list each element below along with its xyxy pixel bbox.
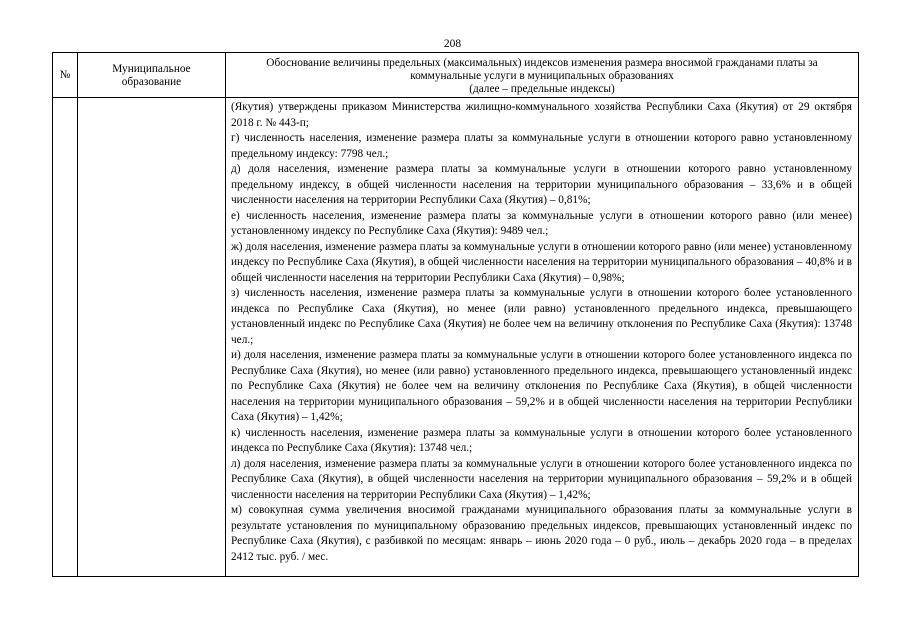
page-number: 208 <box>443 38 462 50</box>
paragraph-e: е) численность населения, изменение размера платы за коммунальные услуги в отношении которого равно (или менее) установленному индексу по Республике Саха (Якутия): 9489 чел.; <box>231 209 852 237</box>
header-municipality-label: Муниципальное образование <box>112 63 191 88</box>
header-municipality <box>78 53 226 98</box>
paragraph-m: м) совокупная сумма увеличения вносимой гражданами муниципального образования платы за коммунальные услуги в результате установления по муниципальному образованию предельных индексов, превышающих установленный индекс по Республике Саха (Якутия), с разбивкой по месяцам: январь – июнь 2020 года – 0 руб., июль – декабрь 2020 года – в пределах 2412 тыс. руб. / мес. <box>231 504 852 563</box>
cell-municipality <box>78 98 226 577</box>
paragraph-i: и) доля населения, изменение размера платы за коммунальные услуги в отношении которого более установленного индекса по Республике Саха (Якутия), но менее (или равно) установленного предельного индекса, превышающего установленный индекс по Республике Саха (Якутия) не более чем на величину отклонения по Республике Саха (Якутия), в общей численности населения на территории муниципального образования – 59,2% и в общей численности населения на территории Республики Саха (Якутия) – 1,42%; <box>231 349 852 423</box>
paragraph-k: к) численность населения, изменение размера платы за коммунальные услуги в отношении которого более установленного индекса по Республике Саха (Якутия): 13748 чел.; <box>231 426 852 454</box>
header-justification-note: (далее – предельные индексы) <box>469 82 615 95</box>
cell-justification <box>226 98 859 577</box>
justification-table <box>52 52 859 577</box>
paragraph-d: д) доля населения, изменение размера платы за коммунальные услуги в отношении которого равно установленному предельному индексу, в общей численности населения на территории муниципального образования – 33,6% и в общей численности населения на территории Республики Саха (Якутия) – 0,81%; <box>231 163 852 206</box>
table-header-row <box>53 53 859 98</box>
header-justification-label: Обоснование величины предельных (максимальных) индексов изменения размера вносимой гражданами платы за коммунальные услуги в муниципальных образованиях <box>266 56 818 82</box>
header-justification <box>226 53 859 98</box>
cell-number <box>53 98 78 577</box>
paragraph-continuation: (Якутия) утверждены приказом Министерства жилищно-коммунального хозяйства Республики Саха (Якутия) от 29 октября 2018 г. № 443-п; <box>231 101 852 129</box>
header-number <box>53 53 78 98</box>
paragraph-g: г) численность населения, изменение размера платы за коммунальные услуги в отношении которого равно установленному предельному индексу: 7798 чел.; <box>231 132 852 160</box>
header-number-label: № <box>59 68 71 81</box>
paragraph-z: з) численность населения, изменение размера платы за коммунальные услуги в отношении которого более установленного индекса по Республике Саха (Якутия), но менее (или равно) установленного предельного индекса, превышающего установленный индекс по Республике Саха (Якутия) не более чем на величину отклонения по Республике Саха (Якутия): 13748 чел.; <box>231 287 852 346</box>
paragraph-l: л) доля населения, изменение размера платы за коммунальные услуги в отношении которого более установленного индекса по Республике Саха (Якутия), в общей численности населения на территории муниципального образования – 59,2% и в общей численности населения на территории Республики Саха (Якутия) – 1,42%; <box>231 457 852 501</box>
table-row <box>53 98 859 577</box>
paragraph-zh: ж) доля населения, изменение размера платы за коммунальные услуги в отношении которого равно (или менее) установленному индексу по Республике Саха (Якутия), в общей численности населения на территории муниципального образования – 40,8% и в общей численности населения на территории Республики Саха (Якутия) – 0,98%; <box>231 240 852 284</box>
